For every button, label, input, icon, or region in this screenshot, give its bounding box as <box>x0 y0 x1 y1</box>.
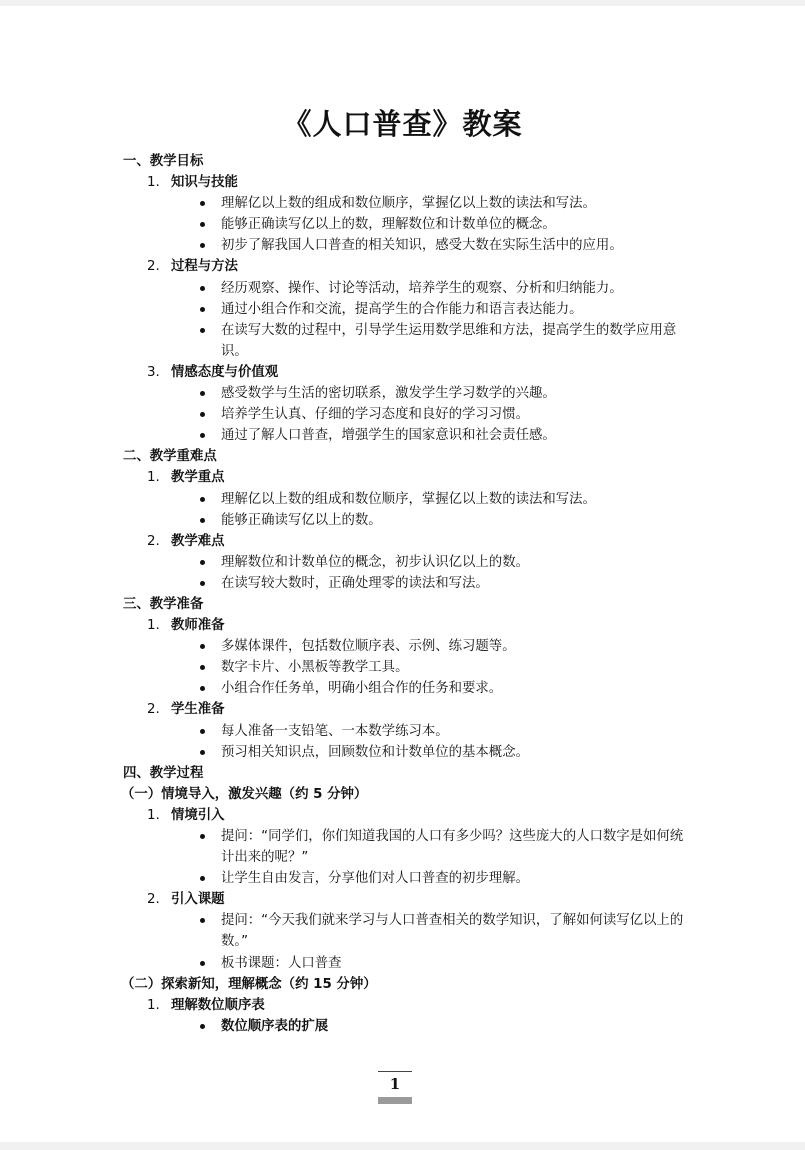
numbered-item <box>123 467 693 488</box>
section-heading: 二、教学重难点 <box>123 449 217 465</box>
page-number: 1 <box>389 1075 401 1093</box>
item-label: 教学难点 <box>171 533 225 549</box>
item-number: 1. <box>147 470 160 486</box>
item-label: 理解数位顺序表 <box>171 997 265 1013</box>
bullet-item: 预习相关知识点，回顾数位和计数单位的基本概念。 <box>123 742 693 763</box>
bullet-item: 数位顺序表的扩展 <box>123 1016 693 1037</box>
bullet-item: 理解亿以上数的组成和数位顺序，掌握亿以上数的读法和写法。 <box>123 489 693 510</box>
footer-bar <box>378 1097 412 1104</box>
item-number: 1. <box>147 807 160 823</box>
bullet-item: 板书课题：人口普查 <box>123 953 693 974</box>
bullet-item: 数字卡片、小黑板等教学工具。 <box>123 657 693 678</box>
item-label: 教师准备 <box>171 618 225 634</box>
bullet-item: 提问：“同学们，你们知道我国的人口有多少吗？这些庞大的人口数字是如何统计出来的呢？” <box>123 826 693 868</box>
numbered-item <box>123 995 693 1016</box>
section-heading: （一）情境导入，激发兴趣（约 5 分钟） <box>121 786 368 802</box>
document-page <box>0 6 805 1142</box>
bullet-item: 理解亿以上数的组成和数位顺序，掌握亿以上数的读法和写法。 <box>123 193 693 214</box>
bullet-item: 让学生自由发言，分享他们对人口普查的初步理解。 <box>123 868 693 889</box>
numbered-item <box>123 172 693 193</box>
numbered-item <box>123 805 693 826</box>
section-heading: 四、教学过程 <box>123 765 204 781</box>
item-number: 2. <box>147 259 160 275</box>
section-heading: （二）探索新知，理解概念（约 15 分钟） <box>121 976 377 992</box>
item-label: 情感态度与价值观 <box>171 364 279 380</box>
item-number: 1. <box>147 618 160 634</box>
numbered-item <box>123 889 693 910</box>
section-heading: 三、教学准备 <box>123 596 204 612</box>
bullet-item: 在读写较大数时，正确处理零的读法和写法。 <box>123 573 693 594</box>
numbered-item <box>123 615 693 636</box>
numbered-item <box>123 699 693 720</box>
bullet-item: 培养学生认真、仔细的学习态度和良好的学习习惯。 <box>123 404 693 425</box>
item-number: 2. <box>147 533 160 549</box>
item-number: 3. <box>147 364 160 380</box>
item-label: 引入课题 <box>171 892 225 908</box>
bullet-item: 每人准备一支铅笔、一本数学练习本。 <box>123 721 693 742</box>
bullet-item: 在读写大数的过程中，引导学生运用数学思维和方法，提高学生的数学应用意识。 <box>123 320 693 362</box>
numbered-item <box>123 362 693 383</box>
bullet-item: 经历观察、操作、讨论等活动，培养学生的观察、分析和归纳能力。 <box>123 278 693 299</box>
item-label: 教学重点 <box>171 470 225 486</box>
item-label: 情境引入 <box>171 807 225 823</box>
bullet-item: 通过小组合作和交流，提高学生的合作能力和语言表达能力。 <box>123 299 693 320</box>
item-label: 知识与技能 <box>171 175 238 191</box>
item-number: 1. <box>147 997 160 1013</box>
numbered-item <box>123 531 693 552</box>
item-number: 1. <box>147 175 160 191</box>
item-number: 2. <box>147 892 160 908</box>
bullet-item: 通过了解人口普查，增强学生的国家意识和社会责任感。 <box>123 425 693 446</box>
item-label: 过程与方法 <box>171 259 238 275</box>
section-heading: 一、教学目标 <box>123 154 204 169</box>
numbered-item <box>123 256 693 277</box>
bullet-item: 理解数位和计数单位的概念，初步认识亿以上的数。 <box>123 552 693 573</box>
bullet-item: 感受数学与生活的密切联系，激发学生学习数学的兴趣。 <box>123 383 693 404</box>
bullet-item: 能够正确读写亿以上的数，理解数位和计数单位的概念。 <box>123 214 693 235</box>
document-body <box>123 151 693 1037</box>
bullet-item: 多媒体课件，包括数位顺序表、示例、练习题等。 <box>123 636 693 657</box>
item-label: 学生准备 <box>171 702 225 718</box>
page-footer <box>378 1071 412 1104</box>
item-number: 2. <box>147 702 160 718</box>
bullet-item: 提问：“今天我们就来学习与人口普查相关的数学知识，了解如何读写亿以上的数。” <box>123 910 693 952</box>
footer-rule <box>378 1071 412 1072</box>
document-title: 《人口普查》教案 <box>282 107 523 141</box>
bullet-item: 能够正确读写亿以上的数。 <box>123 510 693 531</box>
bullet-item: 初步了解我国人口普查的相关知识，感受大数在实际生活中的应用。 <box>123 235 693 256</box>
bullet-item: 小组合作任务单，明确小组合作的任务和要求。 <box>123 678 693 699</box>
